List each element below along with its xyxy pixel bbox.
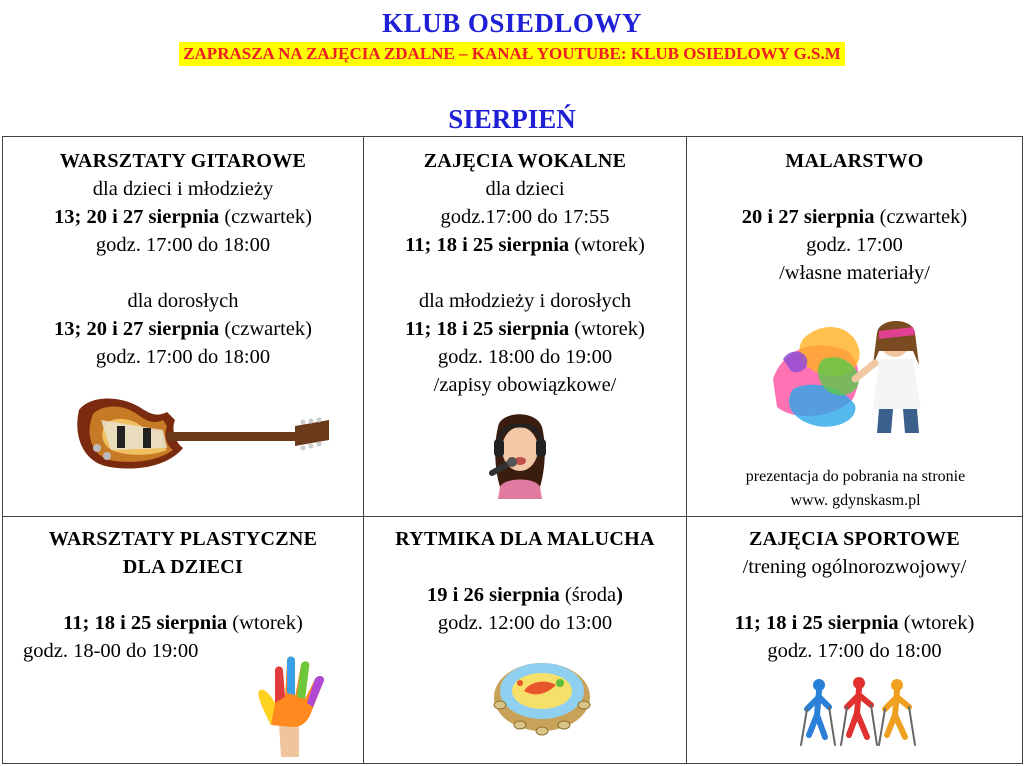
rhythm-heading: RYTMIKA DLA MALUCHA: [395, 528, 655, 550]
guitar-time1: godz. 17:00 do 18:00: [95, 234, 271, 256]
cell-vocal: [363, 136, 687, 517]
art-dates: 11; 18 i 25 sierpnia: [63, 612, 228, 634]
rhythm-schedule: [364, 581, 686, 609]
guitar-day2: (czwartek): [219, 318, 312, 340]
month-heading: SIERPIEŃ: [448, 104, 576, 134]
guitar-schedule1: [3, 203, 363, 231]
vocal-schedule1: [364, 231, 686, 259]
painting-note: /własne materiały/: [779, 262, 930, 284]
vocal-day1: (wtorek): [569, 234, 645, 256]
vocal-schedule2: [364, 315, 686, 343]
guitar-line2: dla dorosłych: [127, 290, 239, 312]
cell-sport: [686, 516, 1023, 764]
vocal-line2: dla młodzieży i dorosłych: [418, 290, 632, 312]
vocal-line1: dla dzieci: [485, 178, 565, 200]
rhythm-dates: 19 i 26 sierpnia: [427, 584, 560, 606]
art-day: (wtorek): [227, 612, 303, 634]
art-schedule: [3, 609, 363, 637]
subtitle-banner: ZAPRASZA NA ZAJĘCIA ZDALNE – KANAŁ YOUTUBE: KLUB OSIEDLOWY G.S.M: [179, 42, 845, 66]
painting-heading: MALARSTWO: [785, 150, 924, 172]
vocal-dates1: 11; 18 i 25 sierpnia: [405, 234, 570, 256]
vocal-heading: ZAJĘCIA WOKALNE: [423, 150, 627, 172]
guitar-line1: dla dzieci i młodzieży: [92, 178, 274, 200]
painting-footer2: www. gdynskasm.pl: [790, 492, 921, 509]
painting-footer1: prezentacja do pobrania na stronie: [745, 468, 966, 485]
vocal-time2: godz. 18:00 do 19:00: [437, 346, 613, 368]
rhythm-day-end: ): [616, 584, 623, 606]
painting-day: (czwartek): [874, 206, 968, 228]
guitar-dates2: 13; 20 i 27 sierpnia: [54, 318, 220, 340]
sport-dates: 11; 18 i 25 sierpnia: [734, 612, 899, 634]
tambourine-image: [490, 647, 594, 737]
subtitle-wrap: [0, 42, 1024, 66]
sport-schedule: [687, 609, 1022, 637]
sport-day: (wtorek): [898, 612, 975, 634]
art-heading1: WARSZTATY PLASTYCZNE: [48, 528, 318, 550]
sport-heading: ZAJĘCIA SPORTOWE: [748, 528, 960, 550]
vocal-day2: (wtorek): [569, 318, 645, 340]
rhythm-time: godz. 12:00 do 13:00: [437, 612, 613, 634]
guitar-schedule2: [3, 315, 363, 343]
vocal-time1: godz.17:00 do 17:55: [440, 206, 610, 228]
nordic-walkers-image: [795, 675, 921, 751]
guitar-time2: godz. 17:00 do 18:00: [95, 346, 271, 368]
painting-dates: 20 i 27 sierpnia: [741, 206, 875, 228]
painting-time: godz. 17:00: [806, 234, 903, 256]
vocal-dates2: 11; 18 i 25 sierpnia: [405, 318, 570, 340]
page-title: KLUB OSIEDLOWY: [382, 8, 642, 38]
sport-sub: /trening ogólnorozwojowy/: [742, 556, 967, 578]
guitar-image: [71, 390, 333, 474]
guitar-dates1: 13; 20 i 27 sierpnia: [54, 206, 220, 228]
guitar-day1: (czwartek): [219, 206, 312, 228]
singer-image: [470, 407, 566, 499]
cell-guitar: [2, 136, 364, 517]
art-time: godz. 18-00 do 19:00: [23, 640, 199, 662]
cell-art: [2, 516, 364, 764]
cell-rhythm: [363, 516, 687, 764]
painted-hand-image: [249, 647, 335, 759]
rhythm-day: (środa: [559, 584, 617, 606]
cell-painting: [686, 136, 1023, 517]
painting-schedule: [687, 203, 1022, 231]
art-heading2: DLA DZIECI: [122, 556, 244, 578]
sport-time: godz. 17:00 do 18:00: [767, 640, 942, 662]
guitar-heading: WARSZTATY GITAROWE: [59, 150, 307, 172]
painter-image: [763, 309, 943, 435]
vocal-note: /zapisy obowiązkowe/: [433, 374, 617, 396]
